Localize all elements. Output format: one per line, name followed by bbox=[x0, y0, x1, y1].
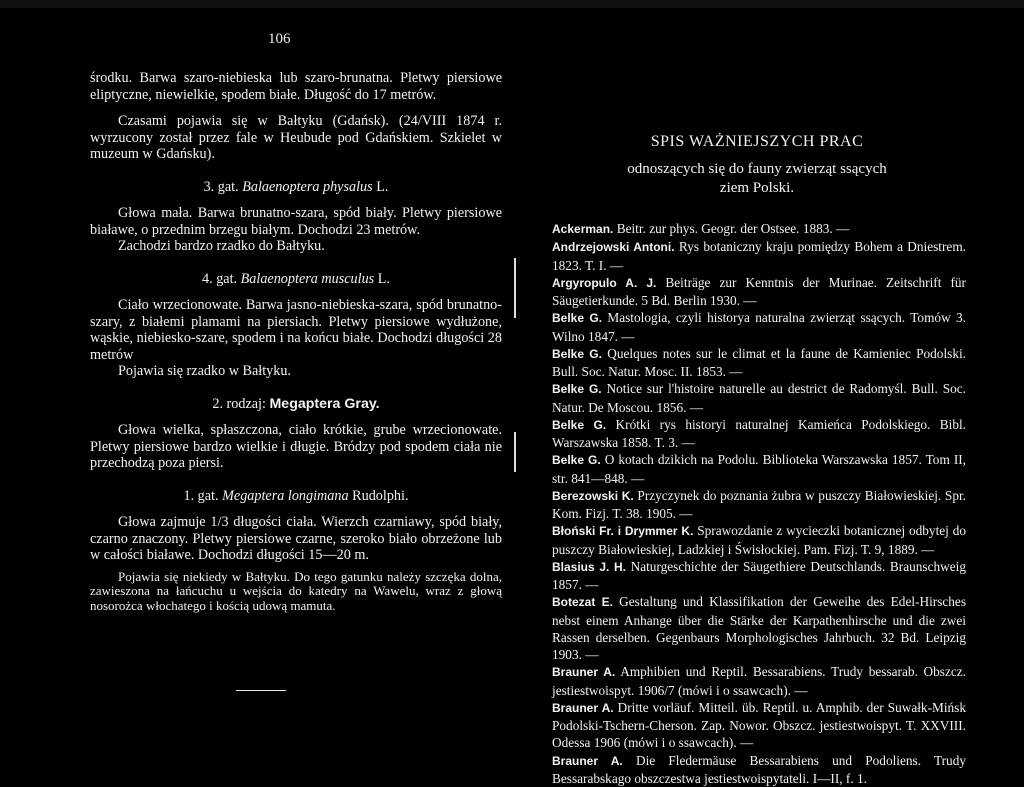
species-number: 3. gat. bbox=[204, 179, 239, 195]
paragraph: Pojawia się niekiedy w Bałtyku. Do tego gatunku należy szczęka dolna, zawieszona na łańcuchu u wejścia do katedry na Wawelu, wraz z głową nosorożca włochatego i kością udową mamuta. bbox=[90, 570, 502, 614]
species-heading bbox=[90, 488, 502, 505]
bibliography-subheading: odnoszących się do fauny zwierząt ssących bbox=[547, 160, 967, 178]
entry-author: Berezowski K. bbox=[552, 489, 634, 503]
bibliography-entry bbox=[552, 274, 966, 310]
entry-text: Amphibien und Reptil. Bessarabiens. Trudy bessarab. Obszcz. jestiestwoispyt. 1906/7 (mówi i o ssawcach). — bbox=[552, 664, 966, 697]
bibliography-entry bbox=[552, 380, 966, 416]
entry-author: Belke G. bbox=[552, 347, 602, 361]
bibliography-entry bbox=[552, 487, 966, 523]
gutter-mark bbox=[514, 258, 516, 318]
paragraph: Głowa wielka, spłaszczona, ciało krótkie, grube wrzecionowate. Pletwy piersiowe bardzo wielkie i długie. Bródzy pod spodem ciała nie przechodzą poza piersi. bbox=[90, 422, 502, 472]
species-number: 4. gat. bbox=[202, 271, 237, 287]
entry-text: Rys botaniczny kraju pomiędzy Bohem a Dniestrem. 1823. T. I. — bbox=[552, 239, 966, 272]
entry-text: Mastologia, czyli historya naturalna zwierząt ssących. Tomów 3. Wilno 1847. — bbox=[552, 310, 966, 343]
entry-author: Botezat E. bbox=[552, 595, 613, 609]
species-author: L. bbox=[376, 179, 388, 195]
bibliography-entry bbox=[552, 309, 966, 345]
paragraph: Głowa mała. Barwa brunatno-szara, spód biały. Pletwy piersiowe białawe, o przednim brzegu białym. Dochodzi 23 metrów. bbox=[90, 205, 502, 238]
entry-text: Dritte vorläuf. Mitteil. üb. Reptil. u. Amphib. der Suwałk-Mińsk Podolski-Tschern-Cherson. Zap. Nowor. Obszcz. jestiestwoispyt. T. XXVIII. Odessa 1906 (mówi i o ssawcach). — bbox=[552, 700, 966, 751]
entry-author: Belke G. bbox=[552, 418, 606, 432]
bibliography-list bbox=[552, 220, 966, 787]
divider-rule bbox=[236, 690, 286, 691]
left-page bbox=[0, 0, 512, 783]
entry-author: Błoński Fr. i Drymmer K. bbox=[552, 524, 693, 538]
entry-text: Notice sur l'histoire naturelle au destrict de Radomyśl. Bull. Soc. Natur. De Moscou. 1856. — bbox=[552, 381, 966, 414]
species-name: Megaptera longimana bbox=[222, 488, 349, 504]
entry-author: Belke G. bbox=[552, 453, 601, 467]
entry-text: Die Fledermäuse Bessarabiens und Podoliens. Trudy Bessarabskago obszczestwa jestiestwoispytateli. I—II, f. 1. bbox=[552, 753, 966, 786]
bibliography-entry bbox=[552, 752, 966, 787]
entry-text: Beitr. zur phys. Geogr. der Ostsee. 1883. — bbox=[613, 221, 849, 236]
right-page bbox=[512, 0, 1024, 783]
paragraph: Pojawia się rzadko w Bałtyku. bbox=[90, 363, 502, 380]
bibliography-entry bbox=[552, 220, 966, 238]
entry-author: Brauner A. bbox=[552, 701, 614, 715]
entry-author: Blasius J. H. bbox=[552, 560, 626, 574]
bibliography-entry bbox=[552, 522, 966, 558]
entry-text: Beiträge zur Kenntnis der Murinae. Zeitschrift für Säugetierkunde. 5 Bd. Berlin 1930. — bbox=[552, 275, 966, 308]
gutter-mark bbox=[514, 432, 516, 472]
species-heading bbox=[90, 179, 502, 196]
species-name: Balaenoptera physalus bbox=[242, 179, 372, 195]
bibliography-entry bbox=[552, 416, 966, 452]
paragraph: Czasami pojawia się w Bałtyku (Gdańsk). (24/VIII 1874 r. wyrzucony został przez fale w Heubude pod Gdańskiem. Szkielet w muzeum w Gdańsku). bbox=[90, 113, 502, 163]
species-name: Balaenoptera musculus bbox=[241, 271, 375, 287]
species-author: L. bbox=[378, 271, 390, 287]
bibliography-entry bbox=[552, 345, 966, 381]
entry-author: Belke G. bbox=[552, 311, 602, 325]
bibliography-entry bbox=[552, 451, 966, 487]
bibliography-entry bbox=[552, 699, 966, 752]
paragraph: Ciało wrzecionowate. Barwa jasno-niebieska-szara, spód brunatno-szary, z białemi plamami na piersiach. Pletwy piersiowe wydłużone, wąskie, niebiesko-szare, spodem i na końcu białe. Dochodzi długości 28 metrów bbox=[90, 297, 502, 363]
bibliography-entry bbox=[552, 558, 966, 594]
entry-text: Sprawozdanie z wycieczki botanicznej odbytej do puszczy Białowieskiej, Ladzkiej i Świsłockiej. Pam. Fizj. T. 9, 1889. — bbox=[552, 523, 966, 556]
species-author: Rudolphi. bbox=[352, 488, 408, 504]
page-number: 106 bbox=[268, 31, 291, 48]
bibliography-heading: SPIS WAŻNIEJSZYCH PRAC bbox=[547, 133, 967, 151]
paragraph: Głowa zajmuje 1/3 długości ciała. Wierzch czarniawy, spód biały, czarno znaczony. Pletwy piersiowe czarne, szeroko biało obrzeżone lub w całości białawe. Dochodzi długości 15—20 m. bbox=[90, 514, 502, 564]
entry-text: O kotach dzikich na Podolu. Biblioteka Warszawska 1857. Tom II, str. 841—848. — bbox=[552, 452, 966, 485]
genus-heading bbox=[90, 396, 502, 413]
genus-name: Megaptera Gray. bbox=[269, 396, 379, 412]
entry-author: Ackerman. bbox=[552, 222, 613, 236]
entry-author: Andrzejowski Antoni. bbox=[552, 240, 675, 254]
entry-text: Naturgeschichte der Säugethiere Deutschlands. Braunschweig 1857. — bbox=[552, 559, 966, 592]
entry-text: Gestaltung und Klassifikation der Geweihe des Edel-Hirsches nebst einem Anhange über die Stärke der Karpathenhirsche und die zwei Rassen derselben. Gegenbaurs Morphologisches Jahrbuch. 32 Bd. Leipzig 1903. — bbox=[552, 594, 966, 662]
left-text-column bbox=[90, 70, 502, 613]
entry-text: Krótki rys historyi naturalnej Kamieńca Podolskiego. Bibl. Warszawska 1858. T. 3. — bbox=[552, 417, 966, 450]
entry-author: Brauner A. bbox=[552, 665, 615, 679]
bibliography-entry bbox=[552, 593, 966, 663]
entry-text: Quelques notes sur le climat et la faune de Kamieniec Podolski. Bull. Soc. Natur. Mosc. II. 1853. — bbox=[552, 346, 966, 379]
bibliography-entry bbox=[552, 663, 966, 699]
entry-text: Przyczynek do poznania żubra w puszczy Białowieskiej. Spr. Kom. Fizj. T. 38. 1905. — bbox=[552, 488, 966, 521]
entry-author: Belke G. bbox=[552, 382, 602, 396]
species-number: 1. gat. bbox=[183, 488, 218, 504]
entry-author: Brauner A. bbox=[552, 754, 623, 768]
genus-prefix: 2. rodzaj: bbox=[212, 396, 266, 412]
paragraph: Zachodzi bardzo rzadko do Bałtyku. bbox=[90, 238, 502, 255]
bibliography-subheading: ziem Polski. bbox=[547, 179, 967, 197]
paragraph: środku. Barwa szaro-niebieska lub szaro-brunatna. Pletwy piersiowe eliptyczne, niewielkie, spodem białe. Długość do 17 metrów. bbox=[90, 70, 502, 103]
bibliography-entry bbox=[552, 238, 966, 274]
species-heading bbox=[90, 271, 502, 288]
entry-author: Argyropulo A. J. bbox=[552, 276, 656, 290]
